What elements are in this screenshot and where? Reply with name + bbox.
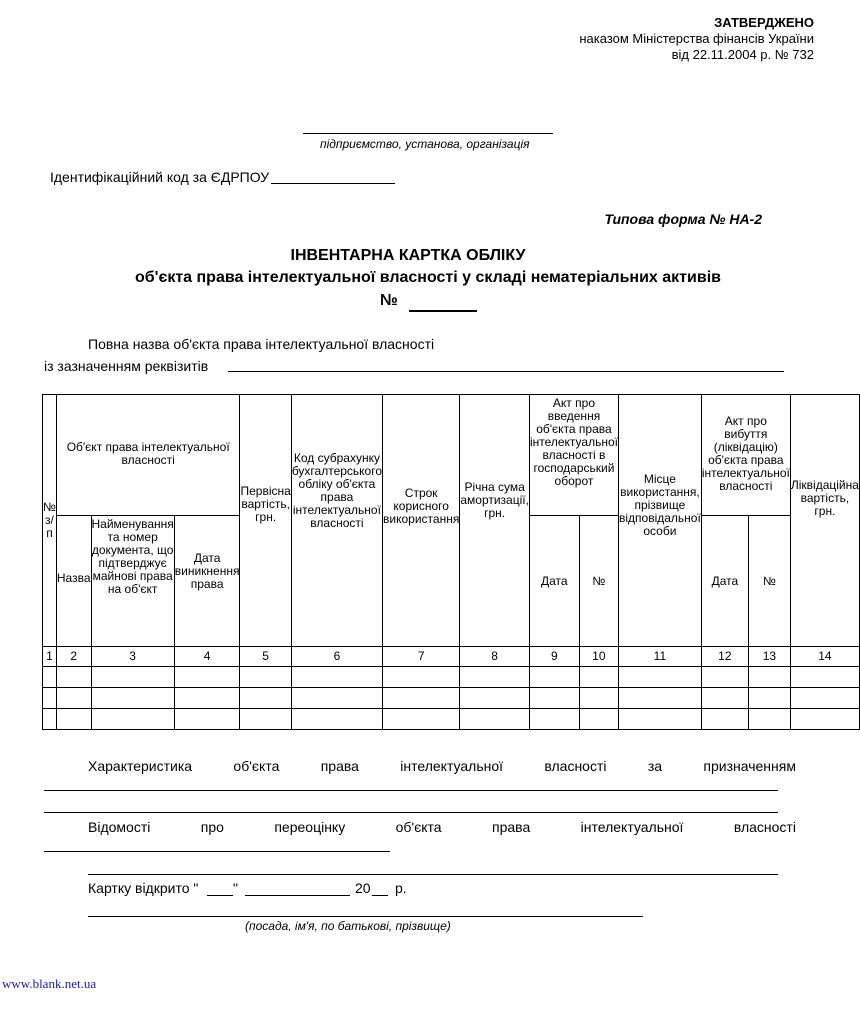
characteristic-label <box>88 758 796 774</box>
inventory-table <box>42 394 860 730</box>
card-opened-month[interactable] <box>245 895 350 896</box>
column-number: 3 <box>91 647 174 667</box>
edrpou-field[interactable] <box>271 183 395 184</box>
organization-line[interactable] <box>303 133 553 134</box>
table-cell[interactable] <box>748 709 790 730</box>
table-cell[interactable] <box>460 688 530 709</box>
table-cell[interactable] <box>291 688 382 709</box>
word: об'єкта <box>233 758 280 774</box>
table-cell[interactable] <box>529 688 579 709</box>
table-cell[interactable] <box>701 667 748 688</box>
table-cell[interactable] <box>701 688 748 709</box>
footer-url[interactable]: www.blank.net.ua <box>2 976 97 991</box>
table-cell[interactable] <box>579 688 618 709</box>
column-number: 14 <box>790 647 859 667</box>
edrpou-label: Ідентифікаційний код за ЄДРПОУ <box>50 169 270 185</box>
table-cell[interactable] <box>618 688 701 709</box>
word: власності <box>733 819 796 835</box>
approval-line-2: від 22.11.2004 р. № 732 <box>671 47 814 62</box>
word: призначенням <box>703 758 796 774</box>
table-cell[interactable] <box>43 688 57 709</box>
table-cell[interactable] <box>240 688 291 709</box>
organization-caption: підприємство, установа, організація <box>320 137 530 151</box>
table-row <box>43 688 860 709</box>
col-header-date-origin: Дата виникнення права <box>174 516 240 647</box>
table-cell[interactable] <box>790 688 859 709</box>
table-cell[interactable] <box>529 667 579 688</box>
word: права <box>320 758 359 774</box>
characteristic-field-line[interactable] <box>44 790 778 791</box>
word: переоцінку <box>274 819 346 835</box>
col-header-act-out-date: Дата <box>701 516 748 647</box>
col-header-no: № з/п <box>43 395 57 647</box>
col-header-act-out-number: № <box>748 516 790 647</box>
table-row <box>43 667 860 688</box>
approval-line-1: наказом Міністерства фінансів України <box>579 31 814 46</box>
col-header-annual-amortization: Річна сума амортизації, грн. <box>460 395 530 647</box>
table-cell[interactable] <box>383 688 460 709</box>
col-group-act-in: Акт про введення об'єкта права інтелектуальної власності в господарський оборот <box>529 395 618 516</box>
column-number-row <box>43 647 860 667</box>
table-cell[interactable] <box>383 667 460 688</box>
table-cell[interactable] <box>174 688 240 709</box>
card-number-field[interactable] <box>409 310 477 312</box>
card-subtitle: об'єкта права інтелектуальної власності у складі нематеріальних активів <box>135 269 721 286</box>
column-number: 8 <box>460 647 530 667</box>
col-header-name: Назва <box>56 516 91 647</box>
column-number: 12 <box>701 647 748 667</box>
card-opened-century: 20 <box>355 880 371 896</box>
col-header-useful-life: Строк корисного використання <box>383 395 460 647</box>
word: за <box>647 758 663 774</box>
col-header-act-in-number: № <box>579 516 618 647</box>
requisites-label: із зазначенням реквізитів <box>44 358 209 374</box>
table-cell[interactable] <box>240 709 291 730</box>
card-opened-prefix: Картку відкрито " <box>88 880 199 896</box>
table-cell[interactable] <box>174 667 240 688</box>
table-cell[interactable] <box>56 667 91 688</box>
column-number: 11 <box>618 647 701 667</box>
full-name-label: Повна назва об'єкта права інтелектуальної власності <box>88 336 435 352</box>
col-header-liquidation-cost: Ліквідаційна вартість, грн. <box>790 395 859 647</box>
col-group-act-out: Акт про вибуття (ліквідацію) об'єкта права інтелектуальної власності <box>701 395 790 516</box>
table-cell[interactable] <box>291 709 382 730</box>
table-cell[interactable] <box>91 667 174 688</box>
card-number-label: № <box>380 292 398 309</box>
form-number: Типова форма № НА-2 <box>604 211 762 227</box>
table-cell[interactable] <box>56 688 91 709</box>
column-number: 4 <box>174 647 240 667</box>
card-opened-year[interactable] <box>372 895 388 896</box>
requisites-field[interactable] <box>228 371 784 372</box>
table-cell[interactable] <box>291 667 382 688</box>
column-number: 10 <box>579 647 618 667</box>
word: інтелектуальної <box>400 758 504 774</box>
card-title: ІНВЕНТАРНА КАРТКА ОБЛІКУ <box>290 247 526 264</box>
word: власності <box>544 758 607 774</box>
table-cell[interactable] <box>43 709 57 730</box>
table-cell[interactable] <box>748 667 790 688</box>
revaluation-field-line[interactable] <box>44 851 390 852</box>
approval-heading: ЗАТВЕРДЖЕНО <box>714 15 814 30</box>
table-cell[interactable] <box>579 709 618 730</box>
col-group-object: Об'єкт права інтелектуальної власності <box>56 395 240 516</box>
table-cell[interactable] <box>618 709 701 730</box>
col-header-initial-cost: Первісна вартість, грн. <box>240 395 291 647</box>
column-number: 2 <box>56 647 91 667</box>
column-number: 1 <box>43 647 57 667</box>
table-cell[interactable] <box>790 667 859 688</box>
approval-block <box>494 15 814 63</box>
table-cell[interactable] <box>383 709 460 730</box>
signature-caption: (посада, ім'я, по батькові, прізвище) <box>245 919 451 933</box>
table-cell[interactable] <box>91 688 174 709</box>
table-cell[interactable] <box>701 709 748 730</box>
word: права <box>492 819 531 835</box>
column-number: 9 <box>529 647 579 667</box>
word: об'єкта <box>395 819 442 835</box>
word: Характеристика <box>88 758 193 774</box>
table-cell[interactable] <box>91 709 174 730</box>
table-cell[interactable] <box>748 688 790 709</box>
table-cell[interactable] <box>43 667 57 688</box>
word: інтелектуальної <box>580 819 684 835</box>
table-cell[interactable] <box>56 709 91 730</box>
table-cell[interactable] <box>790 709 859 730</box>
column-number: 7 <box>383 647 460 667</box>
word: про <box>200 819 224 835</box>
table-cell[interactable] <box>240 667 291 688</box>
characteristic-field-line[interactable] <box>44 812 778 813</box>
column-number: 6 <box>291 647 382 667</box>
table-cell[interactable] <box>529 709 579 730</box>
card-opened-suffix: р. <box>395 880 407 896</box>
column-number: 5 <box>240 647 291 667</box>
signature-line[interactable] <box>88 916 643 917</box>
revaluation-field-line[interactable] <box>88 874 778 875</box>
col-header-location: Місце використання, прізвище відповідальної особи <box>618 395 701 647</box>
revaluation-label <box>88 819 796 835</box>
table-row <box>43 709 860 730</box>
column-number: 13 <box>748 647 790 667</box>
table-cell[interactable] <box>579 667 618 688</box>
table-cell[interactable] <box>174 709 240 730</box>
col-header-act-in-date: Дата <box>529 516 579 647</box>
col-header-document: Найменування та номер документа, що підтверджує майнові права на об'єкт <box>91 516 174 647</box>
card-opened-day[interactable] <box>207 895 233 896</box>
card-opened-quote: " <box>233 880 238 896</box>
word: Відомості <box>88 819 151 835</box>
table-cell[interactable] <box>460 709 530 730</box>
table-cell[interactable] <box>460 667 530 688</box>
table-cell[interactable] <box>618 667 701 688</box>
col-header-subaccount: Код субрахунку бухгалтерського обліку об'єкта права інтелектуальної власності <box>291 395 382 647</box>
